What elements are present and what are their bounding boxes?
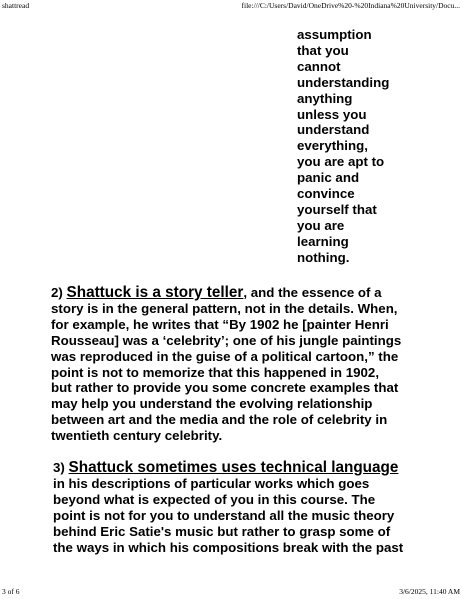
text-line: cannot bbox=[297, 58, 341, 74]
text-line: that you bbox=[297, 42, 349, 58]
paragraph-number: 2) bbox=[51, 285, 67, 300]
paragraph-first-line bbox=[53, 460, 463, 476]
text-line: in his descriptions of particular works which goes bbox=[53, 475, 370, 491]
text-line: unless you bbox=[297, 106, 367, 122]
text-line: understand bbox=[297, 122, 370, 138]
text-line: yourself that bbox=[297, 201, 377, 217]
text-line: panic and bbox=[297, 170, 360, 186]
paragraph-2 bbox=[51, 285, 463, 444]
text-line: was reproduced in the guise of a political cartoon,” the bbox=[51, 348, 399, 364]
text-line: you are bbox=[297, 217, 345, 233]
paragraph-heading: Shattuck sometimes uses technical language bbox=[68, 459, 399, 476]
header-title: shattread bbox=[2, 1, 30, 10]
text-line: understanding bbox=[297, 74, 390, 90]
text-line: you are apt to bbox=[297, 154, 385, 170]
paragraph-first-line bbox=[51, 285, 463, 301]
text-line: point is not to memorize that this happened in 1902, bbox=[51, 364, 380, 380]
print-timestamp: 3/6/2025, 11:40 AM bbox=[399, 587, 460, 596]
narrow-text-column bbox=[297, 27, 447, 266]
text-line: the ways in which his compositions break with the past bbox=[53, 539, 404, 555]
text-line: for example, he writes that “By 1902 he [painter Henri bbox=[51, 316, 389, 332]
text-line: Rousseau] was a ‘celebrity’; one of his jungle paintings bbox=[51, 332, 402, 348]
text-line: behind Eric Satie's music but rather to grasp some of bbox=[53, 523, 391, 539]
paragraph-heading: Shattuck is a story teller bbox=[66, 284, 244, 301]
text-line: everything, bbox=[297, 138, 368, 154]
text-line: beyond what is expected of you in this course. The bbox=[53, 491, 376, 507]
header-file-path: file:///C:/Users/David/OneDrive%20-%20Indiana%20University/Docu... bbox=[241, 1, 460, 10]
text-line: convince bbox=[297, 186, 355, 202]
text-line: assumption bbox=[297, 27, 372, 42]
text-line: may help you understand the evolving relationship bbox=[51, 396, 373, 412]
text-line: between art and the media and the role of celebrity in bbox=[51, 412, 388, 428]
page-number: 3 of 6 bbox=[2, 587, 20, 596]
text-line: point is not for you to understand all the music theory bbox=[53, 507, 395, 523]
text-line: story is in the general pattern, not in the details. When, bbox=[51, 300, 398, 316]
text-line: twentieth century celebrity. bbox=[51, 428, 223, 444]
paragraph-number: 3) bbox=[53, 460, 69, 475]
paragraph-3 bbox=[53, 460, 463, 555]
text-line: learning bbox=[297, 233, 349, 249]
paragraph-heading-continuation: , and the essence of a bbox=[243, 285, 382, 300]
text-line: anything bbox=[297, 90, 353, 106]
text-line: nothing. bbox=[297, 249, 350, 265]
text-line: but rather to provide you some concrete examples that bbox=[51, 380, 399, 396]
